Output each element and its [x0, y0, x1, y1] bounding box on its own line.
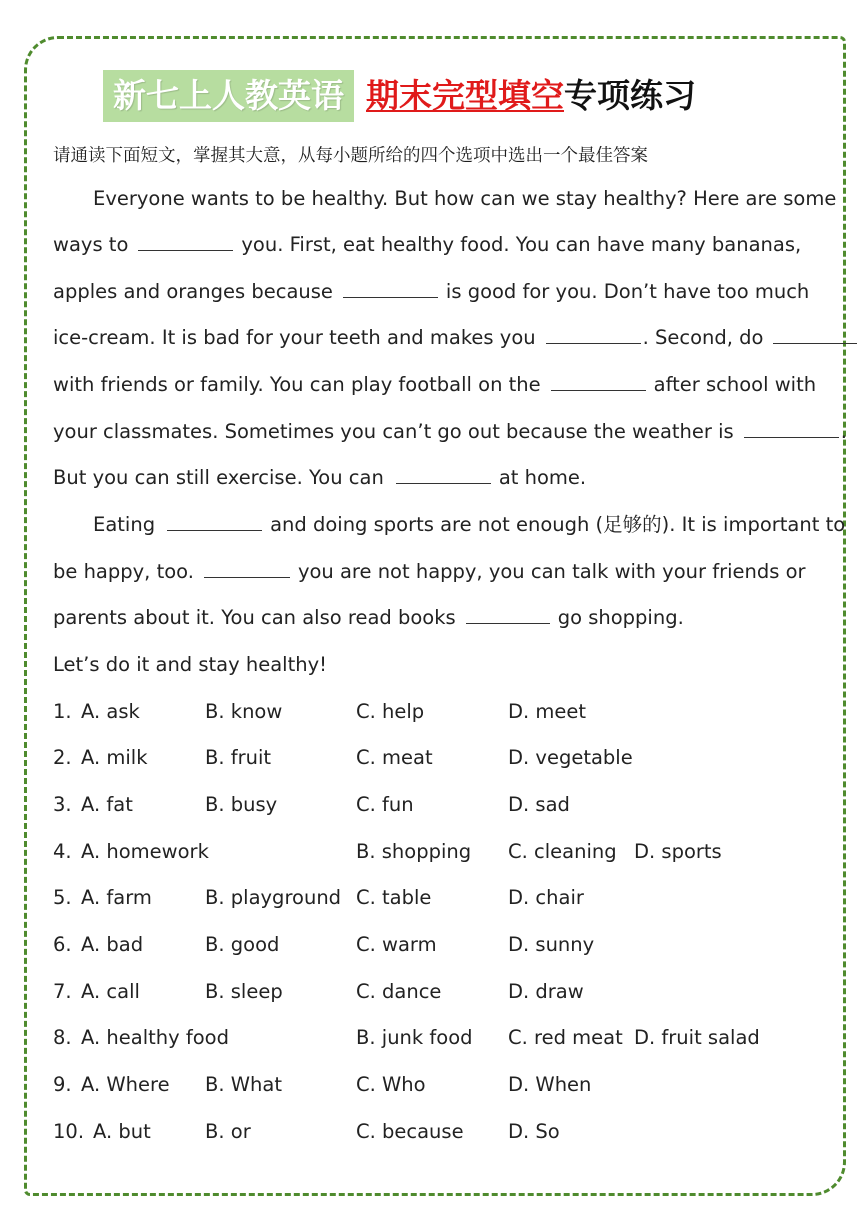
- passage-text: is good for you. Don’t have too much: [445, 280, 810, 303]
- passage-line: [53, 512, 845, 538]
- title-suffix: 专项练习: [564, 77, 696, 114]
- title-tag: 新七上人教英语: [103, 70, 354, 122]
- option-b[interactable]: B. or: [205, 1120, 251, 1143]
- question-number: 7.: [53, 980, 72, 1003]
- option-d[interactable]: D. sports: [634, 840, 722, 863]
- question-number: 1.: [53, 700, 72, 723]
- option-c[interactable]: C. help: [356, 700, 425, 723]
- option-b[interactable]: B. know: [205, 700, 283, 723]
- blank-8[interactable]: [167, 512, 262, 531]
- question-number: 3.: [53, 793, 72, 816]
- option-a[interactable]: A. but: [93, 1120, 151, 1143]
- passage-text: parents about it. You can also read books: [53, 606, 456, 629]
- blank-4[interactable]: [773, 325, 857, 344]
- option-d[interactable]: D. So: [508, 1120, 560, 1143]
- passage-text: ice-cream. It is bad for your teeth and makes you: [53, 326, 536, 349]
- option-a[interactable]: A. call: [81, 980, 140, 1003]
- option-a[interactable]: A. ask: [81, 700, 140, 723]
- passage-line: [53, 372, 816, 398]
- option-d[interactable]: D. fruit salad: [634, 1026, 760, 1049]
- option-a[interactable]: A. bad: [81, 933, 144, 956]
- option-c[interactable]: C. because: [356, 1120, 464, 1143]
- question-number: 10.: [53, 1120, 85, 1143]
- passage-line: [53, 605, 684, 631]
- passage-text: after school with: [653, 373, 817, 396]
- option-a[interactable]: A. Where: [81, 1073, 170, 1096]
- question-row: [53, 792, 833, 818]
- option-b[interactable]: B. playground: [205, 886, 342, 909]
- question-row: [53, 1119, 833, 1145]
- option-b[interactable]: B. junk food: [356, 1026, 473, 1049]
- option-c[interactable]: C. meat: [356, 746, 433, 769]
- option-b[interactable]: B. shopping: [356, 840, 472, 863]
- passage-text: apples and oranges because: [53, 280, 333, 303]
- option-d[interactable]: D. sad: [508, 793, 570, 816]
- blank-2[interactable]: [343, 279, 438, 298]
- passage-text: ways to: [53, 233, 129, 256]
- passage-line: [53, 325, 865, 351]
- passage-text: and doing sports are not enough (足够的). It is important to: [270, 513, 846, 536]
- passage-text: you are not happy, you can talk with your friends or: [297, 560, 806, 583]
- option-d[interactable]: D. When: [508, 1073, 592, 1096]
- question-number: 9.: [53, 1073, 72, 1096]
- option-b[interactable]: B. busy: [205, 793, 278, 816]
- question-number: 8.: [53, 1026, 72, 1049]
- question-row: [53, 745, 833, 771]
- question-number: 2.: [53, 746, 72, 769]
- option-a[interactable]: A. farm: [81, 886, 152, 909]
- passage-text: .: [840, 420, 847, 443]
- option-c[interactable]: C. table: [356, 886, 432, 909]
- option-d[interactable]: D. vegetable: [508, 746, 633, 769]
- passage-text: But you can still exercise. You can: [53, 466, 384, 489]
- title-highlight: 期末完型填空: [366, 77, 564, 114]
- option-b[interactable]: B. sleep: [205, 980, 283, 1003]
- option-b[interactable]: B. good: [205, 933, 280, 956]
- blank-7[interactable]: [396, 465, 491, 484]
- passage-text: your classmates. Sometimes you can’t go out because the weather is: [53, 420, 734, 443]
- question-row: [53, 699, 833, 725]
- blank-6[interactable]: [744, 419, 839, 438]
- option-c[interactable]: C. dance: [356, 980, 442, 1003]
- option-d[interactable]: D. meet: [508, 700, 587, 723]
- page-title: [103, 70, 696, 122]
- option-a[interactable]: A. milk: [81, 746, 148, 769]
- passage-line: [53, 465, 586, 491]
- question-row: [53, 932, 833, 958]
- passage-line: [53, 419, 847, 445]
- option-c[interactable]: C. warm: [356, 933, 437, 956]
- passage-text: Everyone wants to be healthy. But how can we stay healthy? Here are some: [93, 187, 837, 210]
- option-d[interactable]: D. chair: [508, 886, 584, 909]
- blank-9[interactable]: [204, 559, 290, 578]
- passage-text: go shopping.: [557, 606, 684, 629]
- passage-text: . Second, do: [642, 326, 764, 349]
- option-a[interactable]: A. fat: [81, 793, 133, 816]
- passage-text: Eating: [93, 513, 156, 536]
- passage-line: [53, 652, 327, 678]
- option-c[interactable]: C. fun: [356, 793, 414, 816]
- passage-text: with friends or family. You can play football on the: [53, 373, 541, 396]
- passage-text: Let’s do it and stay healthy!: [53, 653, 327, 676]
- option-a[interactable]: A. healthy food: [81, 1026, 229, 1049]
- option-a[interactable]: A. homework: [81, 840, 209, 863]
- option-b[interactable]: B. fruit: [205, 746, 272, 769]
- passage-text: be happy, too.: [53, 560, 194, 583]
- passage-line: [53, 279, 809, 305]
- question-row: [53, 1072, 833, 1098]
- question-row: [53, 979, 833, 1005]
- option-c[interactable]: C. red meat: [508, 1026, 623, 1049]
- passage-line: [53, 232, 801, 258]
- question-row: [53, 839, 833, 865]
- option-c[interactable]: C. cleaning: [508, 840, 617, 863]
- blank-5[interactable]: [551, 372, 646, 391]
- instructions: 请通读下面短文，掌握其大意，从每小题所给的四个选项中选出一个最佳答案: [53, 145, 648, 165]
- passage-text: you. First, eat healthy food. You can have many bananas,: [241, 233, 802, 256]
- option-b[interactable]: B. What: [205, 1073, 283, 1096]
- blank-10[interactable]: [466, 605, 550, 624]
- option-d[interactable]: D. sunny: [508, 933, 595, 956]
- question-number: 6.: [53, 933, 72, 956]
- question-number: 4.: [53, 840, 72, 863]
- option-d[interactable]: D. draw: [508, 980, 584, 1003]
- option-c[interactable]: C. Who: [356, 1073, 426, 1096]
- passage-line: [53, 186, 836, 212]
- question-number: 5.: [53, 886, 72, 909]
- passage-line: [53, 559, 806, 585]
- passage-text: at home.: [498, 466, 587, 489]
- blank-1[interactable]: [138, 232, 233, 251]
- blank-3[interactable]: [546, 325, 641, 344]
- question-row: [53, 885, 833, 911]
- question-row: [53, 1025, 833, 1051]
